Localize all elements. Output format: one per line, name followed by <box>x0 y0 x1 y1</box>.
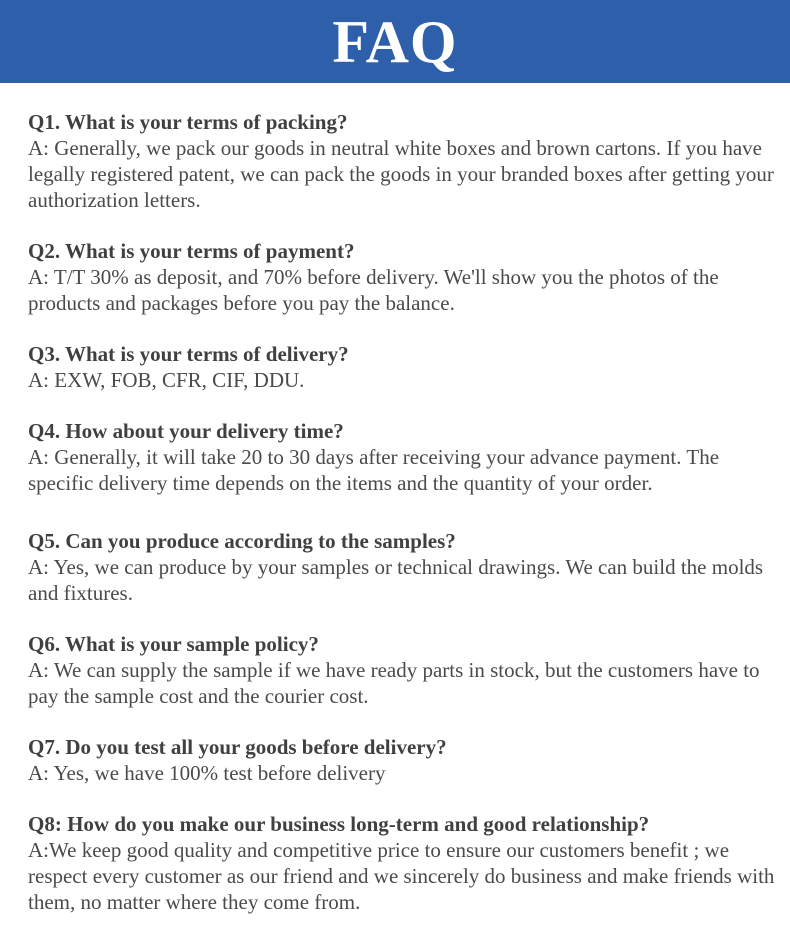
faq-question: Q8: How do you make our business long-term and good relationship? <box>28 812 650 836</box>
faq-header-banner <box>0 0 790 83</box>
faq-question: Q7. Do you test all your goods before delivery? <box>28 735 447 759</box>
faq-question: Q5. Can you produce according to the samples? <box>28 529 456 553</box>
faq-item-4 <box>28 419 778 496</box>
faq-question: Q4. How about your delivery time? <box>28 419 344 443</box>
faq-answer: A: Generally, we pack our goods in neutral white boxes and brown cartons. If you have legally registered patent, we can pack the goods in your branded boxes after getting your authorization letters. <box>28 136 774 212</box>
faq-question: Q3. What is your terms of delivery? <box>28 342 349 366</box>
faq-answer: A: Yes, we have 100% test before delivery <box>28 761 386 785</box>
faq-answer: A: Generally, it will take 20 to 30 days after receiving your advance payment. The specific delivery time depends on the items and the quantity of your order. <box>28 445 720 495</box>
page-title: FAQ <box>332 8 458 75</box>
faq-question: Q2. What is your terms of payment? <box>28 239 355 263</box>
faq-answer: A:We keep good quality and competitive price to ensure our customers benefit ; we respect every customer as our friend and we sincerely do business and make friends with them, no matter where they come from. <box>28 838 775 914</box>
faq-answer: A: EXW, FOB, CFR, CIF, DDU. <box>28 368 305 392</box>
faq-item-6 <box>28 632 778 709</box>
faq-question: Q6. What is your sample policy? <box>28 632 319 656</box>
faq-item-7 <box>28 735 778 786</box>
faq-answer: A: Yes, we can produce by your samples or technical drawings. We can build the molds and fixtures. <box>28 555 764 605</box>
faq-question: Q1. What is your terms of packing? <box>28 110 348 134</box>
faq-item-3 <box>28 342 778 393</box>
faq-item-1 <box>28 110 778 213</box>
faq-answer: A: T/T 30% as deposit, and 70% before delivery. We'll show you the photos of the products and packages before you pay the balance. <box>28 265 719 315</box>
faq-list <box>28 110 778 915</box>
faq-item-2 <box>28 239 778 316</box>
faq-answer: A: We can supply the sample if we have ready parts in stock, but the customers have to pay the sample cost and the courier cost. <box>28 658 760 708</box>
faq-item-8 <box>28 812 778 915</box>
faq-item-5 <box>28 529 778 606</box>
